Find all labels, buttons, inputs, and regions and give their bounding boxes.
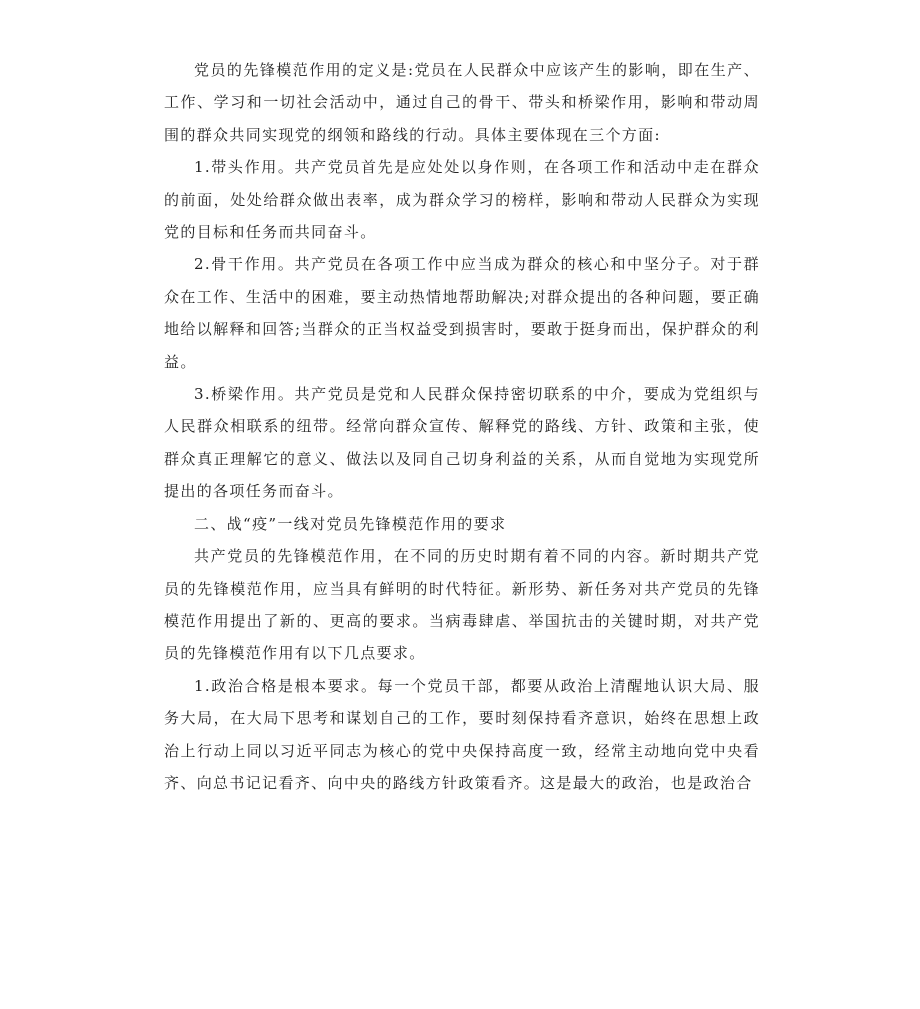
paragraph-definition: 党员的先锋模范作用的定义是:党员在人民群众中应该产生的影响，即在生产、工作、学习和一切社会活动中，通过自己的骨干、带头和桥梁作用，影响和带动周围的群众共同实现党的纲领和路线的行动。具体主要体现在三个方面: xyxy=(164,61,760,144)
section-heading: 二、战“疫”一线对党员先锋模范作用的要求 xyxy=(194,514,507,533)
paragraph-lead-role: 1.带头作用。共产党员首先是应处处以身作则，在各项工作和活动中走在群众的前面，处处给群众做出表率，成为群众学习的榜样，影响和带动人民群众为实现党的目标和任务而共同奋斗。 xyxy=(164,158,760,242)
paragraph-backbone-role: 2.骨干作用。共产党员在各项工作中应当成为群众的核心和中坚分子。对于群众在工作、生活中的困难，要主动热情地帮助解决;对群众提出的各种问题，要正确地给以解释和回答;当群众的正当权益受到损害时，要敢于挺身而出，保护群众的利益。 xyxy=(164,255,760,371)
paragraph-bridge-role: 3.桥梁作用。共产党员是党和人民群众保持密切联系的中介，要成为党组织与人民群众相联系的纽带。经常向群众宣传、解释党的路线、方针、政策和主张，使群众真正理解它的意义、做法以及同自己切身利益的关系，从而自觉地为实现党所提出的各项任务而奋斗。 xyxy=(164,385,760,501)
paragraph-political-requirement: 1.政治合格是根本要求。每一个党员干部，都要从政治上清醒地认识大局、服务大局，在大局下思考和谋划自己的工作，要时刻保持看齐意识，始终在思想上政治上行动上同以习近平同志为核心的党中央保持高度一致，经常主动地向党中央看齐、向总书记记看齐、向中央的路线方针政策看齐。这是最大的政治，也是政治合 xyxy=(164,676,760,792)
document-body xyxy=(164,54,760,799)
paragraph-requirements-intro: 共产党员的先锋模范作用，在不同的历史时期有着不同的内容。新时期共产党员的先锋模范作用，应当具有鲜明的时代特征。新形势、新任务对共产党员的先锋模范作用提出了新的、更高的要求。当病毒肆虐、举国抗击的关键时期，对共产党员的先锋模范作用有以下几点要求。 xyxy=(164,547,760,663)
